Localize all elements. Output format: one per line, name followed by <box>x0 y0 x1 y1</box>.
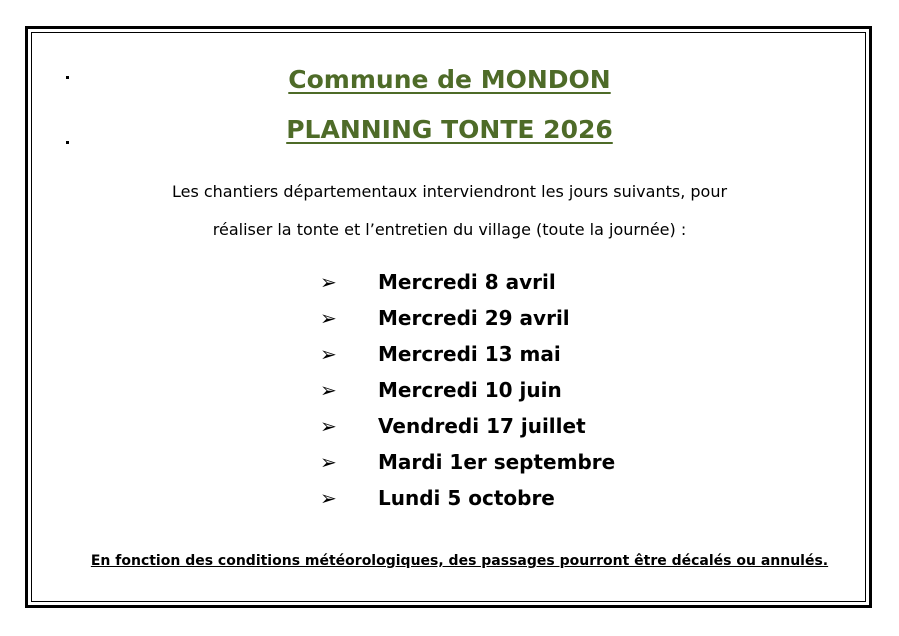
date-label: Vendredi 17 juillet <box>378 414 586 438</box>
list-item <box>320 480 615 516</box>
arrowhead-bullet-icon: ➢ <box>320 414 337 438</box>
arrowhead-bullet-icon: ➢ <box>320 450 337 474</box>
date-list <box>320 264 615 516</box>
arrowhead-bullet-icon: ➢ <box>320 378 337 402</box>
list-item <box>320 336 615 372</box>
list-item <box>320 264 615 300</box>
list-item <box>320 444 615 480</box>
date-label: Mercredi 13 mai <box>378 342 561 366</box>
date-label: Lundi 5 octobre <box>378 486 555 510</box>
arrowhead-bullet-icon: ➢ <box>320 306 337 330</box>
list-item <box>320 300 615 336</box>
date-label: Mardi 1er septembre <box>378 450 616 474</box>
date-label: Mercredi 29 avril <box>378 306 570 330</box>
date-label: Mercredi 8 avril <box>378 270 556 294</box>
arrowhead-bullet-icon: ➢ <box>320 342 337 366</box>
page-title: Commune de MONDON <box>288 65 611 94</box>
arrowhead-bullet-icon: ➢ <box>320 270 337 294</box>
list-item <box>320 372 615 408</box>
footer-note: En fonction des conditions météorologiques, des passages pourront être décalés ou annulés. <box>90 553 829 569</box>
page-subtitle: PLANNING TONTE 2026 <box>286 115 613 144</box>
intro-line-2: réaliser la tonte et l’entretien du village (toute la journée) : <box>212 220 687 239</box>
list-item <box>320 408 615 444</box>
arrowhead-bullet-icon: ➢ <box>320 486 337 510</box>
date-label: Mercredi 10 juin <box>378 378 562 402</box>
intro-line-1: Les chantiers départementaux interviendront les jours suivants, pour <box>171 182 728 201</box>
